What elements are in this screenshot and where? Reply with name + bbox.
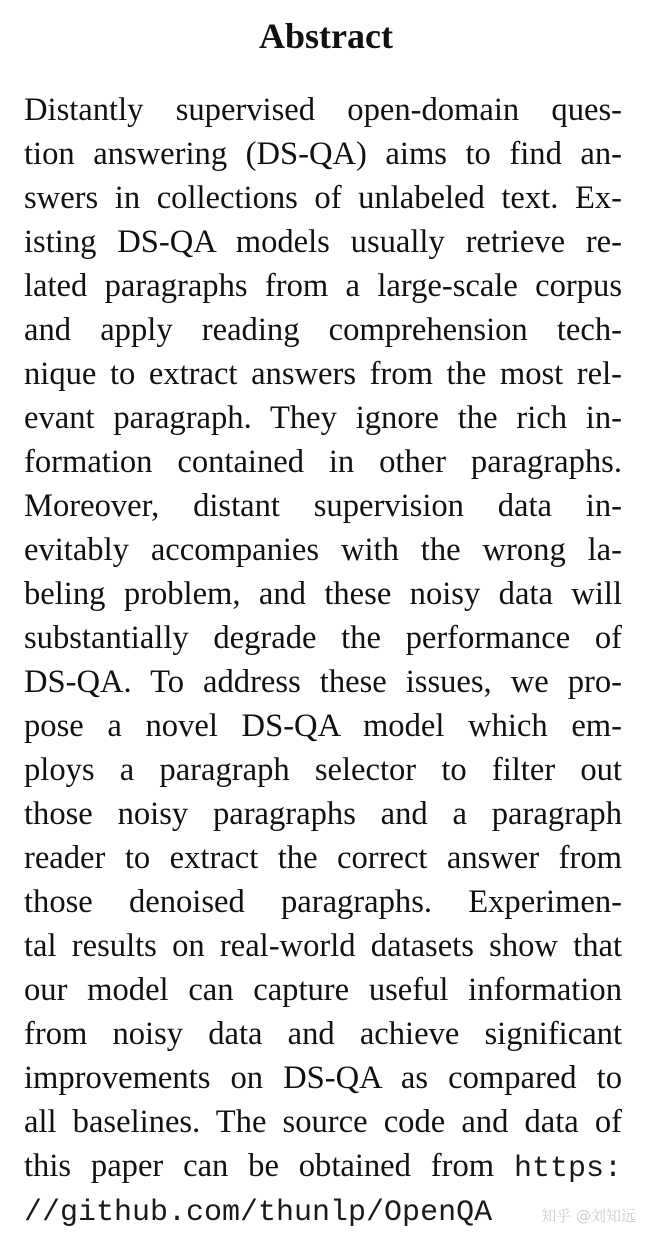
abstract-line: all baselines. The source code and data of [24, 1104, 622, 1140]
abstract-line: pose a novel DS-QA model which em- [24, 708, 622, 744]
abstract-line: formation contained in other paragraphs. [24, 444, 622, 480]
abstract-line-text: this paper can be obtained from [24, 1148, 495, 1184]
abstract-heading: Abstract [259, 16, 393, 56]
abstract-line: our model can capture useful information [24, 972, 622, 1008]
abstract-line: Distantly supervised open-domain ques- [24, 92, 622, 128]
abstract-line: and apply reading comprehension tech- [24, 312, 622, 348]
abstract-line: evant paragraph. They ignore the rich in- [24, 400, 622, 436]
abstract-line: swers in collections of unlabeled text. Ex- [24, 180, 622, 216]
abstract-line: nique to extract answers from the most rel- [24, 356, 622, 392]
abstract-line: beling problem, and these noisy data will [24, 576, 622, 612]
abstract-line: DS-QA. To address these issues, we pro- [24, 664, 622, 700]
abstract-line: tion answering (DS-QA) aims to find an- [24, 136, 622, 172]
abstract-line: isting DS-QA models usually retrieve re- [24, 224, 622, 260]
abstract-url-line [24, 1188, 622, 1232]
zhihu-watermark: 知乎 @刘知远 [541, 1207, 636, 1225]
abstract-line: tal results on real-world datasets show that [24, 928, 622, 964]
source-code-link-part1[interactable]: https: [513, 1152, 622, 1186]
abstract-line: those noisy paragraphs and a paragraph [24, 796, 622, 832]
abstract-line: improvements on DS-QA as compared to [24, 1060, 622, 1096]
abstract-line: evitably accompanies with the wrong la- [24, 532, 622, 568]
abstract-line-with-url [24, 1144, 622, 1188]
abstract-line: substantially degrade the performance of [24, 620, 622, 656]
abstract-line: from noisy data and achieve significant [24, 1016, 622, 1052]
abstract-line: those denoised paragraphs. Experimen- [24, 884, 622, 920]
abstract-line: ploys a paragraph selector to filter out [24, 752, 622, 788]
abstract-line: reader to extract the correct answer from [24, 840, 622, 876]
abstract-line: lated paragraphs from a large-scale corpus [24, 268, 622, 304]
abstract-body [24, 88, 622, 1232]
abstract-line: Moreover, distant supervision data in- [24, 488, 622, 524]
source-code-link-part2[interactable]: //github.com/thunlp/OpenQA [24, 1196, 493, 1230]
